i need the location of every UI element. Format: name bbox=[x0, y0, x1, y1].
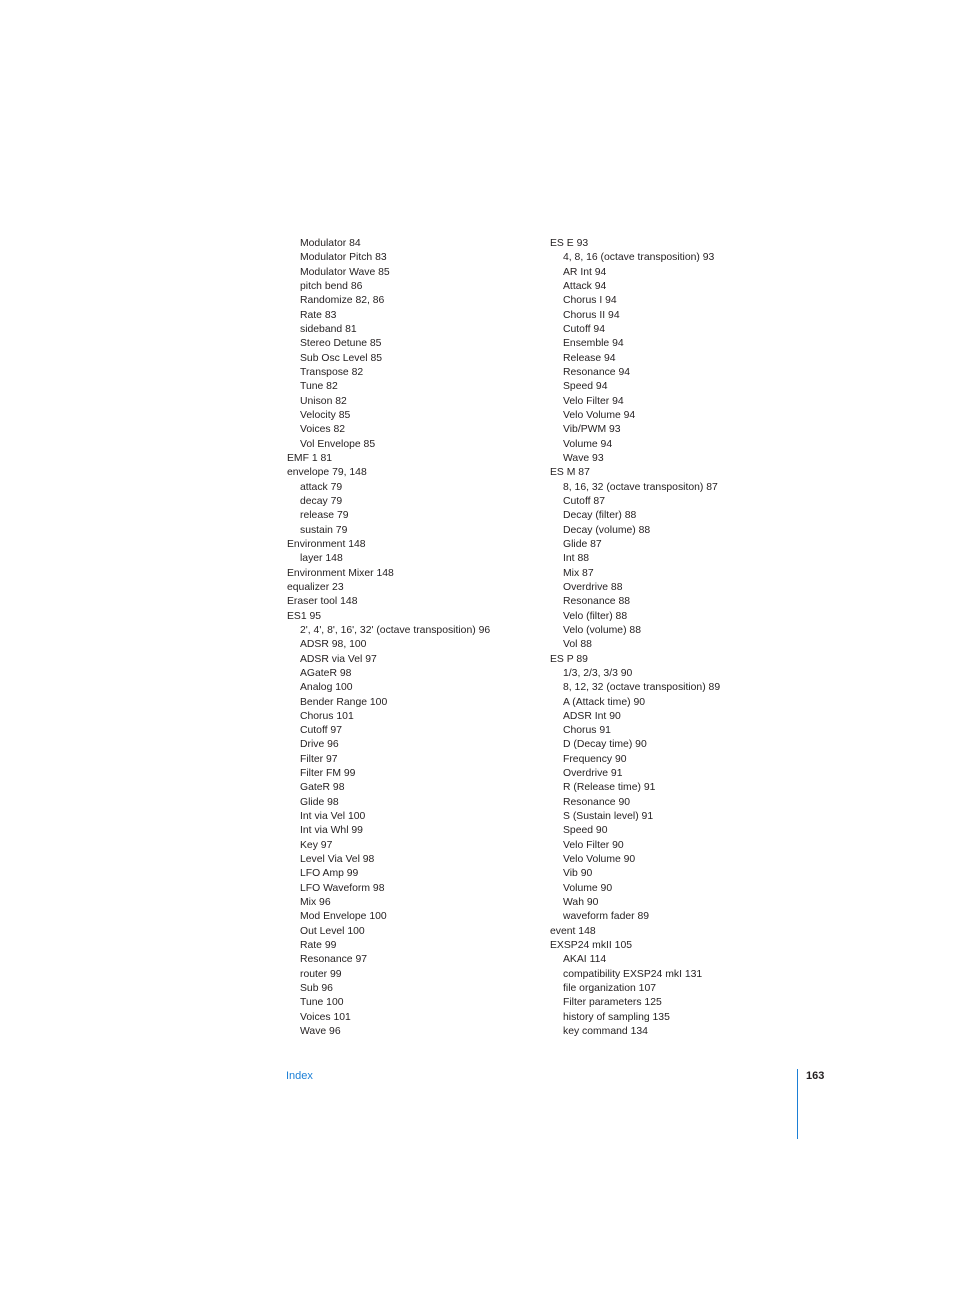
index-subentry: attack 79 bbox=[300, 481, 343, 493]
index-subentry: AR Int 94 bbox=[563, 266, 607, 278]
index-entry: equalizer 23 bbox=[287, 581, 344, 593]
index-subentry: Int 88 bbox=[563, 553, 589, 565]
index-subentry: LFO Amp 99 bbox=[300, 868, 359, 880]
index-subentry: Velo Volume 90 bbox=[563, 854, 636, 866]
index-subentry: Volume 94 bbox=[563, 438, 613, 450]
index-subentry: LFO Waveform 98 bbox=[300, 882, 385, 894]
index-subentry: compatibility EXSP24 mkI 131 bbox=[563, 968, 703, 980]
index-subentry: Mix 87 bbox=[563, 567, 594, 579]
index-subentry: Cutoff 87 bbox=[563, 495, 605, 507]
index-subentry: Analog 100 bbox=[300, 682, 353, 694]
index-subentry: sideband 81 bbox=[300, 323, 357, 335]
index-column-right bbox=[550, 237, 790, 1039]
index-subentry: Velo (volume) 88 bbox=[563, 624, 641, 636]
index-subentry: Key 97 bbox=[300, 839, 333, 851]
index-subentry: Level Via Vel 98 bbox=[300, 854, 375, 866]
index-subentry: Overdrive 91 bbox=[563, 768, 623, 780]
index-subentry: Filter FM 99 bbox=[300, 768, 356, 780]
index-subentry: Int via Vel 100 bbox=[300, 811, 366, 823]
index-subentry: Out Level 100 bbox=[300, 925, 365, 937]
index-subentry: release 79 bbox=[300, 510, 349, 522]
index-subentry: Wave 93 bbox=[563, 452, 604, 464]
index-subentry: 2', 4', 8', 16', 32' (octave transposition) 96 bbox=[300, 624, 491, 636]
index-subentry: 8, 16, 32 (octave transpositon) 87 bbox=[563, 481, 718, 493]
index-entry: ES E 93 bbox=[550, 238, 589, 249]
index-subentry: Tune 82 bbox=[300, 381, 338, 393]
index-subentry: ADSR Int 90 bbox=[563, 710, 621, 722]
index-subentry: 1/3, 2/3, 3/3 90 bbox=[563, 667, 633, 679]
index-subentry: Glide 98 bbox=[300, 796, 339, 808]
index-entry: event 148 bbox=[550, 925, 596, 937]
index-subentry: Wah 90 bbox=[563, 897, 599, 909]
index-subentry: Modulator Wave 85 bbox=[300, 266, 390, 278]
index-subentry: sustain 79 bbox=[300, 524, 348, 536]
index-subentry: Attack 94 bbox=[563, 280, 607, 292]
index-subentry: Speed 90 bbox=[563, 825, 608, 837]
index-entry: Environment 148 bbox=[287, 538, 366, 550]
footer-section-label: Index bbox=[286, 1070, 313, 1082]
index-subentry: Release 94 bbox=[563, 352, 616, 364]
index-subentry: 4, 8, 16 (octave transposition) 93 bbox=[563, 252, 715, 264]
index-subentry: Velo Filter 90 bbox=[563, 839, 624, 851]
index-subentry: Voices 82 bbox=[300, 424, 346, 436]
index-subentry: Mod Envelope 100 bbox=[300, 911, 387, 923]
index-subentry: Chorus I 94 bbox=[563, 295, 617, 307]
index-subentry: Filter 97 bbox=[300, 753, 338, 765]
index-subentry: Resonance 90 bbox=[563, 796, 631, 808]
index-subentry: AKAI 114 bbox=[563, 954, 607, 966]
page-number: 163 bbox=[806, 1070, 825, 1082]
index-subentry: Rate 83 bbox=[300, 309, 337, 321]
index-subentry: pitch bend 86 bbox=[300, 280, 363, 292]
index-subentry: file organization 107 bbox=[563, 983, 657, 995]
index-entry: Environment Mixer 148 bbox=[287, 567, 394, 579]
index-entry: EXSP24 mkII 105 bbox=[550, 940, 633, 952]
index-subentry: Filter parameters 125 bbox=[563, 997, 662, 1009]
index-subentry: Modulator Pitch 83 bbox=[300, 252, 387, 264]
index-subentry: 8, 12, 32 (octave transposition) 89 bbox=[563, 682, 721, 694]
index-entry: envelope 79, 148 bbox=[287, 467, 367, 479]
index-entry: Eraser tool 148 bbox=[287, 596, 358, 608]
index-subentry: Vol 88 bbox=[563, 639, 592, 651]
index-subentry: Resonance 94 bbox=[563, 366, 631, 378]
index-subentry: Velocity 85 bbox=[300, 409, 351, 421]
index-subentry: Resonance 97 bbox=[300, 954, 368, 966]
index-subentry: router 99 bbox=[300, 968, 342, 980]
index-subentry: D (Decay time) 90 bbox=[563, 739, 647, 751]
index-subentry: Vib 90 bbox=[563, 868, 593, 880]
index-subentry: Ensemble 94 bbox=[563, 338, 624, 350]
index-entry: ES M 87 bbox=[550, 467, 590, 479]
index-subentry: Resonance 88 bbox=[563, 596, 631, 608]
index-subentry: Volume 90 bbox=[563, 882, 613, 894]
index-subentry: ADSR 98, 100 bbox=[300, 639, 367, 651]
index-subentry: Velo Volume 94 bbox=[563, 409, 636, 421]
index-subentry: Wave 96 bbox=[300, 1026, 341, 1038]
index-subentry: Chorus 91 bbox=[563, 725, 611, 737]
index-subentry: Speed 94 bbox=[563, 381, 608, 393]
index-subentry: Glide 87 bbox=[563, 538, 602, 550]
index-subentry: S (Sustain level) 91 bbox=[563, 811, 654, 823]
index-subentry: Int via Whl 99 bbox=[300, 825, 363, 837]
index-subentry: key command 134 bbox=[563, 1026, 648, 1038]
index-subentry: Frequency 90 bbox=[563, 753, 627, 765]
index-subentry: Chorus II 94 bbox=[563, 309, 620, 321]
index-subentry: Stereo Detune 85 bbox=[300, 338, 382, 350]
index-subentry: Vib/PWM 93 bbox=[563, 424, 621, 436]
index-subentry: A (Attack time) 90 bbox=[563, 696, 645, 708]
index-subentry: decay 79 bbox=[300, 495, 343, 507]
index-subentry: Voices 101 bbox=[300, 1011, 351, 1023]
index-subentry: Chorus 101 bbox=[300, 710, 354, 722]
index-subentry: Drive 96 bbox=[300, 739, 339, 751]
index-subentry: Randomize 82, 86 bbox=[300, 295, 385, 307]
index-subentry: Sub Osc Level 85 bbox=[300, 352, 383, 364]
index-subentry: Overdrive 88 bbox=[563, 581, 623, 593]
index-subentry: Cutoff 97 bbox=[300, 725, 342, 737]
index-subentry: layer 148 bbox=[300, 553, 343, 565]
index-subentry: Velo (filter) 88 bbox=[563, 610, 628, 622]
index-subentry: Sub 96 bbox=[300, 983, 333, 995]
footer-divider bbox=[797, 1069, 798, 1139]
index-subentry: Tune 100 bbox=[300, 997, 344, 1009]
index-subentry: Rate 99 bbox=[300, 940, 337, 952]
index-entry: ES1 95 bbox=[287, 610, 322, 622]
index-subentry: Velo Filter 94 bbox=[563, 395, 624, 407]
index-subentry: AGateR 98 bbox=[300, 667, 352, 679]
index-subentry: Modulator 84 bbox=[300, 238, 361, 249]
index-subentry: history of sampling 135 bbox=[563, 1011, 670, 1023]
index-column-left bbox=[287, 237, 537, 1039]
index-entry: EMF 1 81 bbox=[287, 452, 333, 464]
index-subentry: Unison 82 bbox=[300, 395, 347, 407]
index-entry: ES P 89 bbox=[550, 653, 588, 665]
index-subentry: Decay (volume) 88 bbox=[563, 524, 651, 536]
index-subentry: Vol Envelope 85 bbox=[300, 438, 376, 450]
index-subentry: Cutoff 94 bbox=[563, 323, 605, 335]
index-subentry: GateR 98 bbox=[300, 782, 345, 794]
index-subentry: ADSR via Vel 97 bbox=[300, 653, 377, 665]
index-subentry: Bender Range 100 bbox=[300, 696, 388, 708]
index-subentry: Decay (filter) 88 bbox=[563, 510, 637, 522]
index-subentry: R (Release time) 91 bbox=[563, 782, 656, 794]
index-subentry: Mix 96 bbox=[300, 897, 331, 909]
index-subentry: waveform fader 89 bbox=[563, 911, 650, 923]
index-subentry: Transpose 82 bbox=[300, 366, 364, 378]
